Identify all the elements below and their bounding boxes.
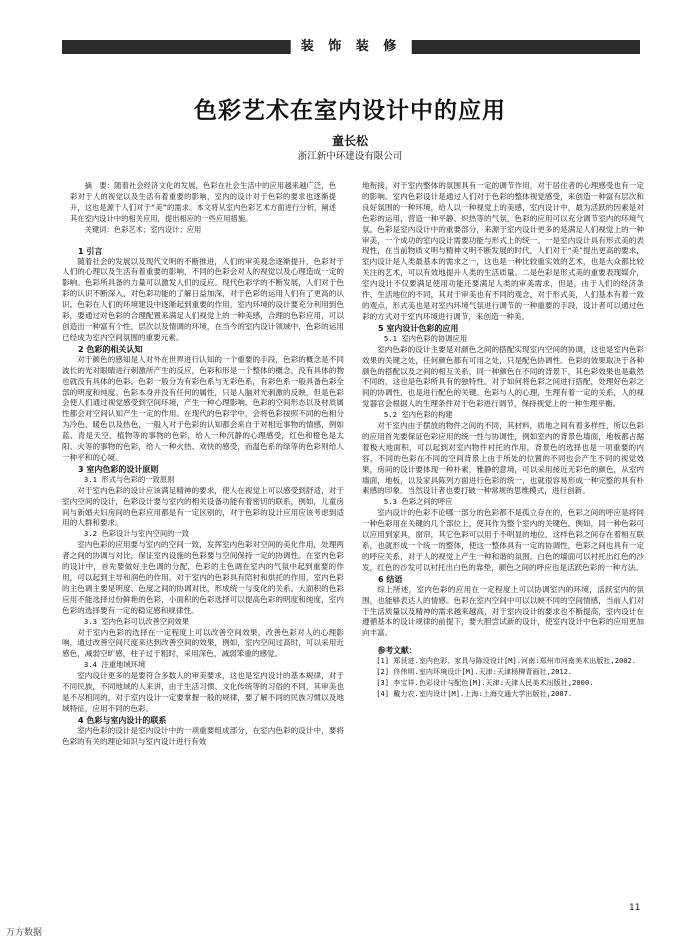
author-affiliation: 浙江新中环建设有限公司 [297, 151, 403, 162]
paragraph: 地衔接，对于室内整体的氛围具有一定的调节作用，对于居住者的心理感受也有一定的影响。室内色彩设计是通过人们对于色彩的整体视觉感受，来创造一种富有层次和良好氛围的一种环境，给人以一种视觉上的美感，室内设计中，最为活跃的因素是对色彩的运用，营造一种平静、炽热等的气氛，色彩的应用可以充分调节室内的环境气氛。色彩是室内设计中的重要部分，来源于室内设计更多的是满足人们视觉上的一种审美，一个成功的室内设计需要功能与形式上的统一。一是室内设计具有形式美的表现性，在当前物质文明与精神文明不断发展的时代，人们对于“美”提出更高的要求，室内设计是人类最基本的需求之一，这也是一种比较重实效的艺术，也是大众都比较关注的艺术，可以有效地提升人类的生活质量。二是色彩是形式美的重要表现媒介，室内设计不仅要满足使用功能还要满足人类的审美需求，但是，由于人们的经济条件、生活地位的不同，其对于审美也有不同的观念，对于形式美，人们基本有着一致的观点，形式美也是对室内环境气氛进行调节的一种重要的手段，设计者可以通过色彩的方式对于室内环境进行调节，来创造一种美。 [362, 181, 644, 321]
paragraph: 室内色彩的应用要与室内的空间一致，发挥室内色彩对空间的美化作用，处理两者之间的协调与对比，保证室内设施的色彩要与空间保持一定的协调性。在室内色彩的设计中，首先要做好主色调的分配，色彩的主色调在室内的气氛中起到重要的作用，可以起到主导和润色的作用。对于室内的色彩具有陪衬和烘托的作用，室内色彩的主色调主要是明度、色度之间的协调对比，形成统一与变化的关系。大面积的色彩应用不能选择过份鲜艳的色彩，小面积的色彩选择可以提高色彩的明度和纯度，室内色彩的选择要有一定的稳定感和规律性。 [62, 540, 344, 615]
subsection-heading: 5.3 色彩之间的呼应 [383, 497, 453, 507]
source-watermark: 万方数据 [6, 928, 43, 938]
paragraph: 对于颜色的感知是人对外在世界进行认知的一个重要的手段，色彩的概念是不同波长的光对眼睛进行刺激所产生的反应，色彩和形是一个整体的概念，没有具体的物也就没有具体的色彩。色彩一般分为有彩色系与无彩色系，有彩色系一般具备色彩全部的明度和纯度。色彩本身并没有任何的属性，只是人脑对光刺激的反映，但是色彩会使人们通过视觉感受到空间环境，产生一种心理影响。色彩的空间形态以及材质属性都会对空间认知产生一定的作用。在现代的色彩学中，会将色彩按照不同的色相分为冷色、暖色以及热色，一般人对于色彩的认知都会来自于对相近事物的情感，例如蓝、青是天空、植物等的事物的色彩，给人一种沉静的心理感受，红色和橙色是太阳、火等的事物的色彩，给人一种火热、欢快的感受，而温色系的绿等的色彩则给人一种平和的心境。 [62, 354, 344, 462]
reference-item: [2] 佟伟明.室内环境设计[M].天津:天津杨柳青画社,2012. [376, 667, 573, 677]
references-heading: 参考文献： [377, 646, 417, 656]
section-heading: 5 室内设计色彩的应用 [378, 323, 459, 333]
section-heading: 6 结语 [378, 574, 403, 584]
section-heading: 4 色彩与室内设计的联系 [78, 715, 167, 725]
abstract [62, 181, 344, 236]
section-header-title: 装 饰 装 修 [291, 40, 412, 54]
subsection-heading: 3.2 色彩设计与室内空间的一致 [83, 529, 190, 539]
section-header-bar [62, 40, 640, 54]
left-column [62, 181, 344, 748]
abstract-text: 摘 要：随着社会经济文化的发展，色彩在社会生活中的应用越来越广泛，色彩对于人的视觉以及生活有着重要的影响，室内的设计对于色彩的要求也逐渐提升，这也是源于人们对于“美”的需求。本文将从室内色彩艺术方面进行分析，阐述其在室内设计中的相关应用，提出相应的一些应用措施。 [70, 181, 336, 223]
paragraph: 随着社会的发展以及现代文明的不断推进，人们的审美观念逐渐提升，色彩对于人们的心理以及生活有着重要的影响，不同的色彩会对人的视觉以及心理造成一定的影响。色彩所具备的力量可以激发人们的反应。现代色彩学的不断发展，人们对于色彩的认识不断深入，对色彩功能的了解日益加深，对于色彩的运用人们有了更高的认识。色彩在人们的环境建设中逐渐起到重要的作用，室内环境的设计要充分利用到色彩，要通过对色彩的合理配置来满足人们视觉上的一种美感，合理的色彩应用，可以创造出一种富有个性，层次以及情调的环境，在当今的室内设计领域中，色彩的运用已经成为室内空间氛围的重要元素。 [62, 256, 344, 342]
paragraph: 综上所述，室内色彩的应用在一定程度上可以协调室内的环境，活跃室内的氛围，也能够表达人的情感。色彩在室内空间中可以以映不同的空间情感，当前人们对于生活质量以及精神的需求越来越高，对于室内设计的要求也不断提高，室内设计在遵循基本的设计规律的前提下，要大胆尝试新的设计，使室内设计中色彩的应用更加向丰富。 [362, 584, 644, 638]
article-author: 童长松 [331, 134, 368, 148]
section-heading: 3 室内色彩的设计原则 [78, 464, 159, 474]
subsection-heading: 5.1 室内色彩的协调应用 [383, 333, 468, 343]
page-number: 11 [629, 903, 641, 913]
subsection-heading: 3.3 室内色彩可以改善空间效果 [83, 616, 190, 626]
section-heading: 2 色彩的相关认知 [78, 344, 143, 354]
reference-item: [4] 戴力农.室内设计[M].上海:上海交通大学出版社,2007. [376, 688, 573, 698]
right-column [362, 181, 644, 700]
paragraph: 室内色彩的设计主要是对颜色之间的搭配实现室内空间的协调，这也是室内色彩效果的关键之处，任何颜色都有可用之处，只是配色协调性。色彩的效果取决于各种颜色的搭配以及之间的相互关系，同一种颜色在不同的背景下，其色彩效果也是截然不同的，这也是色彩所具有的独特性。对于如何将色彩之间进行搭配，处理好色彩之间的协调性，也是进行配色的关键。色彩与人的心理，生理有着一定的关系，人的视觉器官会根据人的生理条件对于色彩进行调节，保持视觉上的一种生理平衡。 [362, 344, 644, 409]
subsection-heading: 5.2 室内色彩的构建 [383, 410, 453, 420]
section-heading: 1 引言 [78, 246, 103, 256]
paragraph: 室内设计的色彩不论哪一部分的色彩都不是孤立存在的，色彩之间的呼应是将同一种色彩用在关键的几个部位上，使其作为整个室内的关键色。例如，同一种色彩可以应用到家具，窗帘，其它色彩可以用于不明显的地位，这样色彩之间存在着相互联系，也就形成一个统一的整体，使这一整体具有一定的协调性，色彩之间也具有一定的呼应关系，对于人的视觉上产生一种和谐的氛围。白色的墙面可以衬托出红色的沙发，红色的沙发可以衬托出白色的靠垫，颜色之间的呼应也是活跃色彩的一种方法。 [362, 508, 644, 572]
reference-item: [3] 李宝祥.色彩设计与配色[M].天津:天津人民美术出版社,2000. [376, 678, 594, 688]
paragraph: 对于室内色彩的选择在一定程度上可以改善空间效果，改善色彩对人的心理影响，通过改善空间尺度来达到改善空间的效果，例如，室内空间过高时，可以采用近感色，减弱空旷感，柱子过于粗时，采用深色，减弱笨重的感觉。 [62, 627, 344, 659]
article-title: 色彩艺术在室内设计中的应用 [194, 97, 506, 124]
paragraph: 对于室内由于摆放的物件之间的不同，其材料，质地之间有着多样性，所以色彩的应用首先要保证色彩应用的统一性与协调性，例如室内的背景色墙面，地板都占据着极大地面积，可以起到对室内物件衬托的作用，背景色的选择也是一项重要的内容，不同的色彩在不同的空间背景上由于所处的位置的不同也会产生不同的视觉效果，房间的设计要体现一种朴素，雅静的意境，可以采用接近无彩色的颜色，从室内墙面，地板，以及家具陈列方面进行色彩的统一，也就很容易形成一种完整的具有朴素感的印象。当然设计者也要打破一种常规的思维模式，进行创新。 [362, 421, 644, 496]
paragraph: 室内色彩的设计是室内设计中的一项重要组成部分，在室内色彩的设计中，要将色彩的有关的理论知识与室内设计进行有效 [62, 725, 344, 746]
subsection-heading: 3.1 形式与色彩的一致原则 [83, 474, 175, 484]
subsection-heading: 3.4 注重地域环境 [83, 660, 146, 670]
reference-item: [1] 郑艮进.室内色彩、家具与陈设设计[M].河南:郑州市河南美术出版社,2002. [376, 656, 637, 666]
paragraph: 室内设计更多的是要符合多数人的审美要求，这也是室内设计的基本规律，对于不同民族，不同地域的人来讲，由于生活习惯、文化传统等的习俗的不同，其审美也是不尽相同的，对于室内设计一定要掌握一般的规律，要了解不同的民族习惯以及地域特征，应用不同的色彩。 [62, 671, 344, 713]
paragraph: 对于室内色彩的设计应该满足精神的要求，使人在视觉上可以感受到舒适，对于室内空间的设计，色彩设计要与室内的相关设备功能有着密切的联系，例如，儿童房间与新婚夫妇房间的色彩应用都是有一定区别的，对于色彩的设计应用应该考虑到适用的人群和要求。 [62, 485, 344, 528]
keywords: 关键词：色彩艺术；室内设计；应用 [84, 224, 202, 234]
